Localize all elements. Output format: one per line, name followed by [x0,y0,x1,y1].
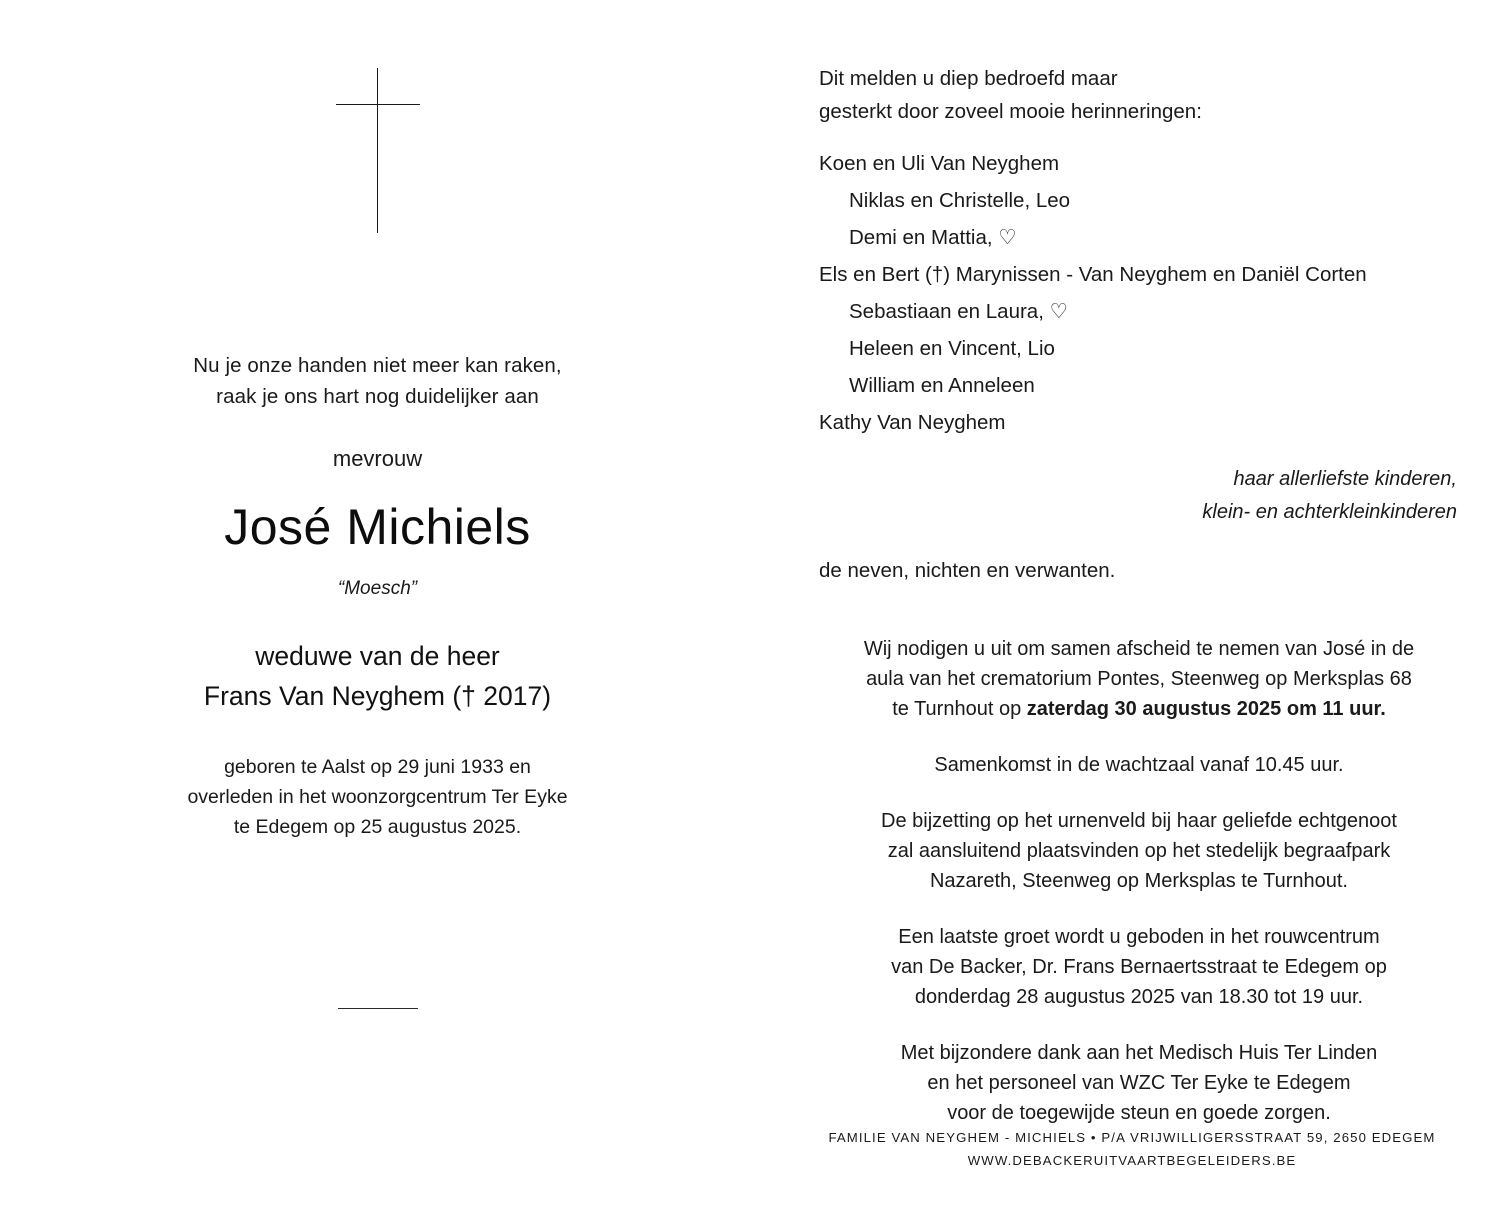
list-item: Koen en Uli Van Neyghem [819,152,1060,175]
intro-line-2: gesterkt door zoveel mooie herinneringen: [819,100,1202,123]
list-item: Sebastiaan en Laura, ♡ [849,300,1068,323]
invitation-line-3 [819,694,1459,724]
birth-line-1: geboren te Aalst op 29 juni 1933 en [224,756,531,778]
poem-line-2: raak je ons hart nog duidelijker aan [216,385,539,408]
poem-line-1: Nu je onze handen niet meer kan raken, [193,354,562,377]
footer-address: FAMILIE VAN NEYGHEM - MICHIELS • P/A VRIJWILLIGERSSTRAAT 59, 2650 EDEGEM [828,1130,1436,1145]
poem [193,350,561,412]
cross-icon-horizontal [336,104,420,105]
other-relatives: de neven, nichten en verwanten. [819,559,1116,582]
relationship-note [819,463,1459,529]
relationship-line-2: klein- en achterkleinkinderen [1202,501,1457,523]
list-item: William en Anneleen [849,374,1035,397]
widow-line-1: weduwe van de heer [255,641,500,671]
farewell-line-3: donderdag 28 augustus 2025 van 18.30 tot 19 uur. [914,986,1364,1008]
thanks-line-3: voor de toegewijde steun en goede zorgen. [947,1102,1331,1124]
gathering-block: Samenkomst in de wachtzaal vanaf 10.45 uur. [934,754,1344,776]
list-item: Kathy Van Neyghem [819,411,1006,434]
widow-line-2: Frans Van Neyghem († 2017) [203,681,552,711]
birth-death-details [187,752,567,842]
thanks-block [819,1038,1459,1128]
farewell-line-1: Een laatste groet wordt u geboden in het rouwcentrum [898,926,1380,948]
widow-of [204,636,551,716]
invitation-line-1: Wij nodigen u uit om samen afscheid te nemen van José in de [863,638,1415,660]
right-page [755,0,1509,1214]
burial-line-2: zal aansluitend plaatsvinden op het stedelijk begraafpark [887,840,1391,862]
divider-rule [338,1008,418,1009]
relationship-line-1: haar allerliefste kinderen, [1233,468,1457,490]
burial-line-3: Nazareth, Steenweg op Merksplas te Turnhout. [929,870,1348,892]
announcement-intro [819,62,1459,128]
burial-line-1: De bijzetting op het urnenveld bij haar geliefde echtgenoot [881,810,1397,832]
birth-line-2: overleden in het woonzorgcentrum Ter Eyke [187,786,568,808]
footer-website: WWW.DEBACKERUITVAARTBEGELEIDERS.BE [967,1153,1297,1168]
list-item: Niklas en Christelle, Leo [849,189,1071,212]
list-item: Heleen en Vincent, Lio [849,337,1055,360]
thanks-line-1: Met bijzondere dank aan het Medisch Huis Ter Linden [900,1042,1378,1064]
footer [755,1126,1509,1172]
list-item: Els en Bert (†) Marynissen - Van Neyghem en Daniël Corten [819,263,1367,286]
invitation-line-2: aula van het crematorium Pontes, Steenweg op Merksplas 68 [866,668,1412,690]
deceased-nickname: “Moesch” [337,578,418,599]
invitation-line-3-pre: te Turnhout op [892,698,1027,720]
cross-icon-vertical [377,68,378,233]
invitation-block [819,634,1459,724]
birth-line-3: te Edegem op 25 augustus 2025. [233,816,522,838]
family-list [819,145,1459,441]
right-content [819,62,1459,1128]
deceased-name: José Michiels [224,499,531,555]
burial-block [819,806,1459,896]
farewell-block [819,922,1459,1012]
intro-line-1: Dit melden u diep bedroefd maar [819,67,1118,90]
honorific: mevrouw [332,446,423,471]
ceremony-info [819,634,1459,1128]
list-item: Demi en Mattia, ♡ [849,226,1017,249]
ceremony-datetime: zaterdag 30 augustus 2025 om 11 uur. [1026,698,1386,720]
farewell-line-2: van De Backer, Dr. Frans Bernaertsstraat te Edegem op [891,956,1387,978]
thanks-line-2: en het personeel van WZC Ter Eyke te Edegem [927,1072,1351,1094]
